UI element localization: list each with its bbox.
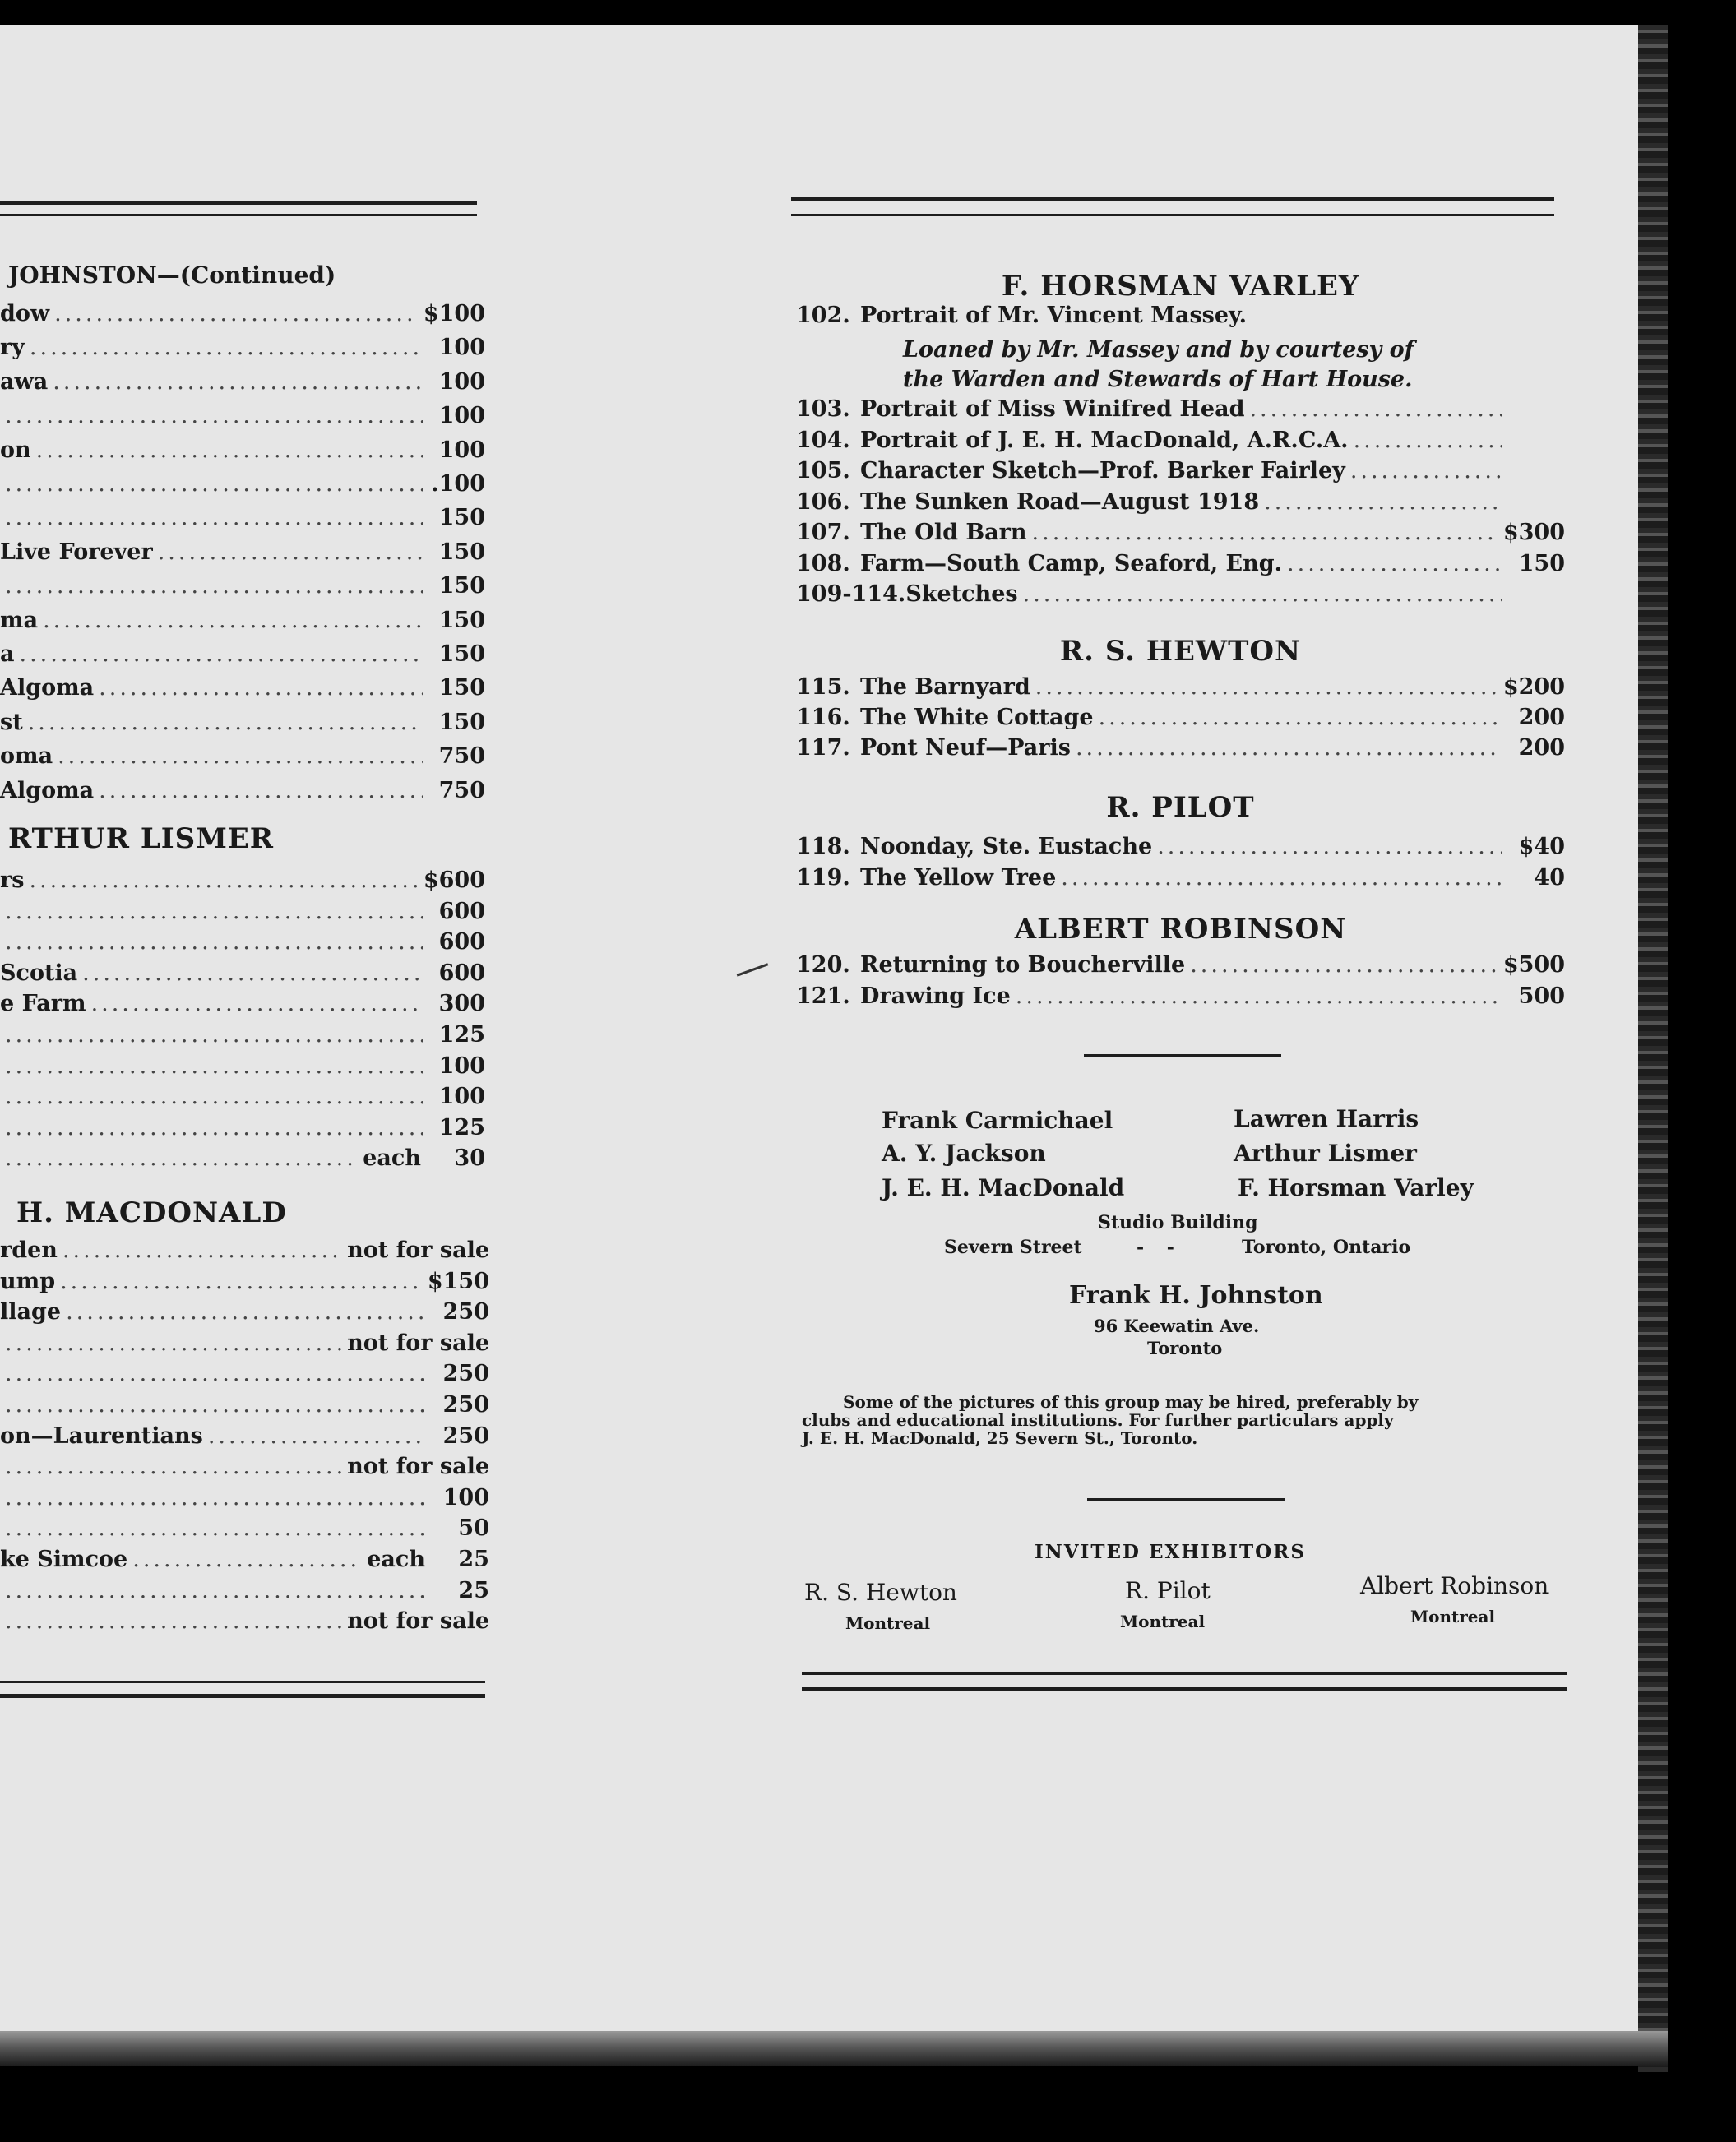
item-price: 250: [442, 1392, 489, 1418]
item-price: 600: [438, 929, 485, 955]
catalogue-entry: [0, 1115, 485, 1146]
left-top-rule: [0, 201, 477, 205]
item-price: $200: [1502, 674, 1565, 700]
item-price: 100: [442, 1484, 489, 1511]
catalogue-entry: [796, 952, 1565, 983]
leader-dots: [53, 369, 423, 395]
leader-dots: [5, 1115, 423, 1140]
catalogue-entry: [0, 1084, 485, 1115]
item-title: Drawing Ice: [860, 983, 1011, 1009]
leader-dots: [5, 929, 423, 955]
item-title: e Farm: [0, 991, 86, 1017]
item-number: 109-114.: [796, 581, 906, 607]
item-price: 125: [438, 1022, 485, 1048]
item-price: $40: [1518, 834, 1565, 859]
item-price: 150: [438, 539, 485, 565]
item-price: 750: [438, 777, 485, 803]
leader-dots: [5, 1084, 423, 1109]
item-title: dow: [0, 301, 50, 326]
item-price: 100: [438, 1084, 485, 1110]
item-number: 121.: [796, 983, 850, 1009]
item-number: 115.: [796, 674, 850, 700]
pilot-heading: R. PILOT: [1106, 791, 1255, 824]
item-price: 30: [454, 1145, 485, 1172]
item-title: Pont Neuf—Paris: [860, 735, 1071, 761]
catalogue-entry: [796, 581, 1565, 613]
leader-dots: [99, 675, 423, 701]
catalogue-entry: [796, 735, 1565, 766]
item-price: 750: [438, 743, 485, 770]
page-right-edge: [1638, 25, 1668, 2072]
catalogue-entry: [0, 960, 485, 992]
item-price: 500: [1518, 983, 1565, 1009]
item-price: 50: [458, 1515, 489, 1542]
exhibitor-city: Montreal: [1120, 1612, 1206, 1631]
catalogue-entry: [0, 1392, 489, 1423]
catalogue-entry: [796, 396, 1565, 428]
item-title: rden: [0, 1238, 58, 1263]
leader-dots: [54, 301, 419, 326]
varley-item-102: [796, 303, 1565, 334]
item-title: The Barnyard: [860, 674, 1030, 700]
hire-note-line-3: J. E. H. MacDonald, 25 Severn St., Toronto.: [802, 1428, 1198, 1448]
leader-dots: [1287, 551, 1502, 576]
catalogue-entry: [0, 1361, 489, 1392]
leader-dots: [5, 1578, 427, 1603]
item-number: 102.: [796, 303, 850, 328]
left-bottom-rule-2: [0, 1694, 485, 1698]
leader-dots: [1016, 983, 1502, 1009]
hire-note-line-2: clubs and educational institutions. For further particulars apply: [802, 1410, 1394, 1430]
catalogue-entry: [0, 1053, 485, 1085]
leader-dots: [20, 641, 424, 667]
item-price: not for sale: [347, 1454, 489, 1480]
item-price: $100: [423, 301, 485, 326]
catalogue-entry: [0, 369, 485, 400]
johnston-name: Frank H. Johnston: [1069, 1281, 1323, 1310]
catalogue-entry: [0, 608, 485, 639]
item-title: on—Laurentians: [0, 1423, 203, 1449]
catalogue-entry: [0, 675, 485, 706]
divider-1: [1084, 1054, 1281, 1057]
item-price: $300: [1502, 520, 1565, 545]
item-title: ke Simcoe: [0, 1547, 128, 1572]
leader-dots: [5, 403, 423, 428]
catalogue-entry: [0, 471, 485, 502]
item-price: .100: [431, 471, 485, 497]
item-price: 150: [438, 675, 485, 701]
catalogue-entry: [0, 335, 485, 366]
catalogue-entry: [0, 573, 485, 604]
item-price: 250: [442, 1299, 489, 1325]
item-price: 150: [1518, 550, 1565, 576]
catalogue-entry: [0, 1299, 489, 1330]
item-price: not for sale: [347, 1238, 489, 1263]
catalogue-entry: [0, 1485, 489, 1516]
item-price: 300: [438, 991, 485, 1017]
leader-dots: [58, 743, 423, 769]
item-price: 25: [458, 1577, 489, 1603]
right-bottom-rule-2: [802, 1687, 1567, 1691]
catalogue-entry: [0, 1423, 489, 1455]
item-price: 150: [438, 573, 485, 599]
catalogue-entry: [0, 539, 485, 571]
item-title: ump: [0, 1268, 56, 1294]
item-title: Portrait of Mr. Vincent Massey.: [860, 303, 1248, 328]
leader-dots: [5, 1053, 423, 1079]
catalogue-entry: [0, 899, 485, 930]
catalogue-entry: [0, 991, 485, 1022]
catalogue-entry: [0, 1608, 489, 1640]
item-title: ry: [0, 335, 25, 361]
item-price: not for sale: [347, 1330, 489, 1356]
leader-dots: [5, 573, 423, 599]
catalogue-entry: [0, 867, 485, 899]
leader-dots: [1249, 396, 1502, 422]
catalogue-entry: [796, 983, 1565, 1015]
item-title: Returning to Boucherville: [860, 952, 1186, 978]
price-qualifier: each: [367, 1547, 425, 1572]
item-title: Algoma: [0, 777, 95, 803]
leader-dots: [1350, 458, 1502, 483]
leader-dots: [36, 437, 423, 463]
catalogue-entry: [0, 1022, 485, 1053]
exhibitor-name: Albert Robinson: [1360, 1572, 1549, 1599]
hewton-section: [796, 635, 1565, 761]
leader-dots: [5, 899, 423, 924]
leader-dots: [208, 1423, 427, 1449]
exhibitor-name: R. Pilot: [1125, 1577, 1211, 1604]
leader-dots: [1032, 520, 1498, 545]
catalogue-entry: [796, 674, 1565, 706]
catalogue-entry: [0, 778, 485, 809]
member-name: Lawren Harris: [1234, 1105, 1419, 1132]
item-price: 150: [438, 709, 485, 735]
item-price: $600: [423, 867, 485, 893]
catalogue-entry: [0, 403, 485, 434]
divider-2: [1087, 1498, 1285, 1501]
address-separator: - -: [1137, 1237, 1183, 1258]
leader-dots: [43, 608, 423, 633]
member-name: Frank Carmichael: [882, 1107, 1113, 1134]
pilot-section: [796, 791, 1565, 890]
item-price: 25: [458, 1547, 489, 1572]
item-title: Live Forever: [0, 539, 153, 565]
item-price: 125: [438, 1114, 485, 1140]
item-price: 200: [1518, 705, 1565, 730]
item-price: 150: [438, 607, 485, 633]
catalogue-entry: [796, 865, 1565, 896]
catalogue-entry: [0, 1578, 489, 1609]
leader-dots: [60, 1269, 423, 1294]
item-title: awa: [0, 368, 49, 395]
catalogue-entry: [0, 505, 485, 536]
leader-dots: [1354, 428, 1502, 453]
catalogue-entry: [0, 929, 485, 960]
hewton-heading: R. S. HEWTON: [1059, 635, 1302, 668]
loan-note-line-2: the Warden and Stewards of Hart House.: [903, 367, 1413, 392]
catalogue-entry: [0, 1515, 489, 1547]
item-number: 103.: [796, 396, 850, 422]
catalogue-entry: [0, 437, 485, 469]
item-number: 105.: [796, 458, 850, 483]
catalogue-entry: [0, 1145, 485, 1177]
exhibitor-city: Montreal: [845, 1613, 931, 1633]
loan-note-line-1: Loaned by Mr. Massey and by courtesy of: [903, 337, 1414, 363]
right-bottom-rule: [802, 1672, 1567, 1675]
right-top-rule-2: [791, 214, 1554, 216]
leader-dots: [82, 960, 423, 986]
item-number: 106.: [796, 488, 850, 515]
catalogue-entry: [796, 551, 1565, 582]
studio-city: Toronto, Ontario: [1242, 1237, 1411, 1258]
item-price: 100: [438, 368, 485, 395]
catalogue-entry: [796, 520, 1565, 551]
item-price: 600: [438, 898, 485, 924]
member-name: J. E. H. MacDonald: [882, 1174, 1125, 1201]
leader-dots: [5, 1485, 427, 1511]
item-title: Sketches: [905, 581, 1018, 607]
catalogue-entry: [796, 489, 1565, 520]
leader-dots: [91, 991, 423, 1016]
item-number: 119.: [796, 865, 850, 891]
item-price: 150: [438, 641, 485, 667]
item-title: ma: [0, 607, 39, 633]
macdonald-heading: H. MACDONALD: [16, 1196, 287, 1229]
item-price: 200: [1518, 735, 1565, 761]
catalogue-entry: [796, 458, 1565, 489]
item-price: 150: [438, 505, 485, 531]
varley-section: [796, 263, 1565, 608]
leader-dots: [5, 1330, 342, 1356]
item-price: 100: [438, 437, 485, 463]
item-price: 100: [438, 335, 485, 361]
catalogue-entry: [0, 743, 485, 775]
item-title: on: [0, 437, 31, 463]
item-title: a: [0, 641, 15, 667]
hire-note-line-1: Some of the pictures of this group may be hired, preferably by: [843, 1392, 1419, 1412]
varley-heading: F. HORSMAN VARLEY: [1001, 270, 1360, 303]
item-price: 40: [1534, 865, 1565, 891]
leader-dots: [99, 778, 423, 803]
leader-dots: [28, 710, 423, 735]
robinson-heading: ALBERT ROBINSON: [1014, 913, 1347, 946]
johnston-city: Toronto: [1147, 1338, 1223, 1358]
leader-dots: [1035, 674, 1498, 700]
leader-dots: [158, 539, 423, 565]
catalogue-entry: [0, 1238, 489, 1269]
item-title: oma: [0, 743, 53, 770]
catalogue-entry: [0, 1269, 489, 1300]
item-price: 250: [442, 1361, 489, 1387]
item-price: 250: [442, 1423, 489, 1449]
item-title: The Old Barn: [860, 520, 1027, 545]
price-qualifier: each: [363, 1145, 421, 1172]
member-name: F. Horsman Varley: [1238, 1174, 1474, 1201]
item-title: Character Sketch—Prof. Barker Fairley: [860, 458, 1345, 483]
leader-dots: [1076, 735, 1502, 761]
leader-dots: [30, 335, 423, 360]
item-title: Portrait of J. E. H. MacDonald, A.R.C.A.: [860, 427, 1349, 453]
catalogue-entry: [796, 428, 1565, 459]
exhibitor-name: R. S. Hewton: [804, 1579, 957, 1606]
robinson-section: [796, 913, 1565, 1011]
page-bottom-edge: [0, 2031, 1668, 2066]
exhibitor-city: Montreal: [1410, 1607, 1496, 1626]
item-title: Scotia: [0, 960, 78, 986]
leader-dots: [1023, 581, 1502, 607]
leader-dots: [5, 1145, 358, 1171]
hire-note: [802, 1393, 1571, 1447]
studio-street: Severn Street: [944, 1237, 1082, 1258]
leader-dots: [1157, 834, 1502, 859]
item-title: st: [0, 709, 23, 735]
item-number: 108.: [796, 550, 850, 576]
item-price: $150: [427, 1268, 489, 1294]
right-top-rule: [791, 197, 1554, 201]
loan-note: [903, 335, 1414, 395]
item-title: Farm—South Camp, Seaford, Eng.: [860, 550, 1283, 576]
item-number: 120.: [796, 952, 850, 978]
left-top-rule-2: [0, 214, 477, 216]
johnston-street: 96 Keewatin Ave.: [1094, 1316, 1260, 1336]
item-price: 100: [438, 1052, 485, 1079]
item-number: 104.: [796, 427, 850, 453]
item-title: llage: [0, 1299, 62, 1325]
item-number: 118.: [796, 834, 850, 859]
leader-dots: [1061, 865, 1502, 891]
leader-dots: [5, 471, 423, 497]
item-title: Portrait of Miss Winifred Head: [860, 396, 1245, 422]
leader-dots: [5, 1515, 427, 1541]
item-number: 116.: [796, 705, 850, 730]
member-name: A. Y. Jackson: [882, 1140, 1046, 1167]
leader-dots: [1264, 489, 1502, 515]
lismer-heading: RTHUR LISMER: [8, 822, 274, 855]
leader-dots: [62, 1238, 342, 1263]
item-title: The White Cottage: [860, 705, 1094, 730]
leader-dots: [1190, 952, 1498, 978]
item-number: 117.: [796, 735, 850, 761]
leader-dots: [132, 1547, 362, 1572]
item-title: The Yellow Tree: [860, 865, 1057, 891]
catalogue-entry: [0, 1330, 489, 1362]
catalogue-entry: [796, 705, 1565, 736]
johnston-heading: JOHNSTON—(Continued): [8, 261, 336, 289]
left-bottom-rule: [0, 1681, 485, 1683]
item-price: not for sale: [347, 1608, 489, 1635]
leader-dots: [5, 1608, 342, 1634]
catalogue-entry: [0, 301, 485, 332]
leader-dots: [5, 1392, 427, 1418]
item-price: 600: [438, 960, 485, 986]
invited-heading: INVITED EXHIBITORS: [1035, 1541, 1306, 1563]
leader-dots: [5, 505, 423, 530]
item-title: Noonday, Ste. Eustache: [860, 834, 1153, 859]
leader-dots: [29, 867, 418, 893]
item-title: rs: [0, 867, 25, 893]
item-title: Algoma: [0, 675, 95, 701]
catalogue-entry: [0, 641, 485, 673]
item-price: $500: [1502, 952, 1565, 978]
member-name: Arthur Lismer: [1234, 1140, 1417, 1167]
leader-dots: [66, 1299, 427, 1325]
catalogue-entry: [0, 1547, 489, 1578]
leader-dots: [5, 1361, 427, 1386]
item-price: 100: [438, 403, 485, 429]
leader-dots: [1099, 705, 1502, 730]
catalogue-entry: [0, 1454, 489, 1485]
item-number: 107.: [796, 520, 850, 545]
catalogue-entry: [0, 710, 485, 741]
item-title: The Sunken Road—August 1918: [860, 488, 1260, 515]
studio-building: Studio Building: [1098, 1212, 1258, 1233]
catalogue-entry: [796, 834, 1565, 865]
leader-dots: [5, 1454, 342, 1479]
leader-dots: [5, 1022, 423, 1048]
